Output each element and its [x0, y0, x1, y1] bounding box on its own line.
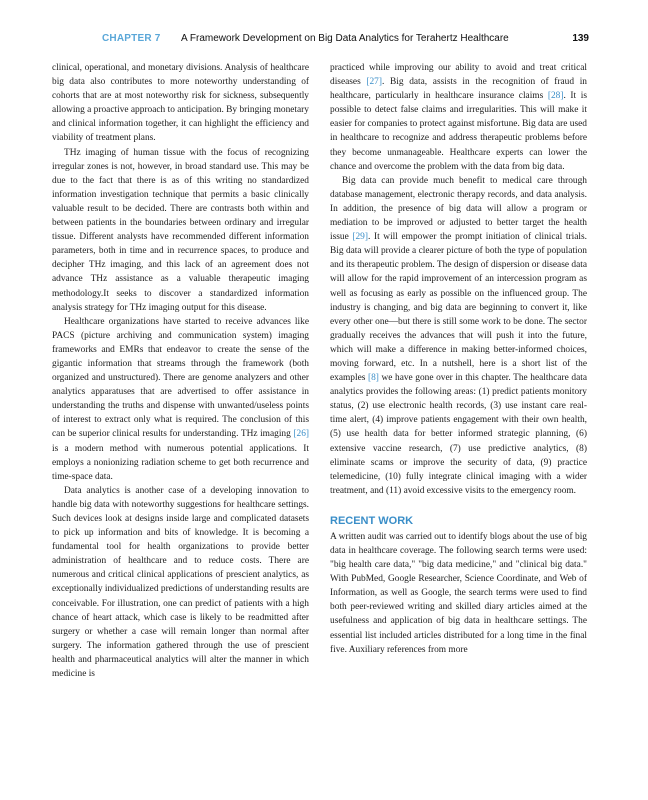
paragraph: clinical, operational, and monetary divisions. Analysis of healthcare big data also contributes to more noteworthy understanding of cohorts that are at most noteworthy risk for sickness, subsequently allowing a proactive approach to anticipation. By bringing monetary and clinical information together, it can highlight the efficiency and viability of treatment plans. [52, 63, 309, 144]
left-column [52, 61, 309, 681]
section-heading: RECENT WORK [330, 514, 414, 527]
citation-link[interactable]: [8] [367, 373, 379, 384]
paragraph-text: . It will empower the prompt initiation of clinical trials. Big data will provide a clearer picture of both the type of population and its therapeutic problem. The design of dispersion or disease data will allow for the rapid improvement of an intercession program as well as focusing as early as possible on the influenced group. The industry is changing, and big data are beginning to convert it, like every other one—but there is still some work to be done. The sector gradually receives the advances that will push it into the future, which will make a difference in making better-informed choices, moving forward, etc. In a nutshell, here is a short list of the examples [330, 232, 587, 384]
paragraph: A written audit was carried out to identify blogs about the use of big data in healthcare coverage. The following search terms were used: "big health care data," "big data medicine," and "clinical big data." With PubMed, Google Researcher, Science Coordinate, and Web of Information, as well as Google, the search terms were used to find both peer-reviewed writing and skilled diary articles aimed at the usefulness and application of big data in healthcare settings. The essential list included articles distributed for a long time in the final five. Auxiliary references from more [330, 531, 587, 655]
paragraph-text: . Big data, assists in the recognition of fraud in healthcare, particularly in healthcare insurance claims [330, 77, 587, 102]
paragraph-text: Healthcare organizations have started to receive advances like PACS (picture archiving and communication system) imaging frameworks and EMRs that endeavor to create the sense of the gigantic information that streams through the framework (both organized and unstructured). There are genome analyzers and other analytics apparatuses that are advertised to offer assistance in understanding the truths and dispense with unwanted/useless points of interest to extract only what is required. The conclusion of this can be superior clinical results for understanding. THz imaging [52, 316, 309, 440]
citation-link[interactable]: [26] [293, 429, 310, 440]
paragraph: THz imaging of human tissue with the focus of recognizing irregular zones is not, however, in broad standard use. This may be due to the fact that there is as of this writing no standardized information investigation technique that permits a basic clinically valuable result to be decided. There are contrasts both within and between patients in the boundaries between ordinary and irregular tissue. Different analysts have recommended different information parameters, both in time and in recurrence spaces, to produce and decipher THz imaging, and this lack of an agreement does not advance THz assistance as a valuable therapeutic imaging methodology.It seeks to discover a standardized information analysis strategy for THz imaging output for this disease. [52, 147, 309, 313]
chapter-title: A Framework Development on Big Data Analytics for Terahertz Healthcare [181, 33, 509, 44]
paragraph-text: we have gone over in this chapter. The healthcare data analytics provides the following areas: (1) predict patients monitory status, (2) use electronic health records, (3) use instant care real-time alert, (4) improve patients engagement with their own health, (5) use health data for better informed strategic planning, (6) extensive vaccine research, (7) use predictive analytics, (8) eliminate scams or improve the security of data, (9) practice telemedicine, (10) fully integrate clinical imaging with a wider treatment, and (11) avoid excessive visits to the emergency room. [330, 373, 587, 496]
page-number: 139 [572, 33, 589, 44]
paragraph [330, 174, 587, 498]
right-column [330, 61, 587, 657]
running-header [52, 33, 596, 49]
paragraph-text: practiced while improving our ability to avoid and treat critical diseases [330, 63, 587, 88]
citation-link[interactable]: [29] [352, 232, 368, 243]
chapter-label: CHAPTER 7 [102, 33, 161, 44]
paragraph-text: is a modern method with numerous potential applications. It employs a nonionizing radiation scheme to get both recurrence and time-space data. [52, 443, 309, 482]
paragraph-text: Big data can provide much benefit to medical care through database management, electronic therapy records, and data analysis. In addition, the presence of big data will allow a program or mediation to be improved or adjusted to better target the health issue [330, 175, 587, 243]
paragraph: Data analytics is another case of a developing innovation to handle big data with noteworthy suggestions for healthcare settings. Such devices look at designs inside large and complicated datasets to pick up information and bits of knowledge. It is becoming a fundamental tool for health organizations to provide better administration of healthcare and to reduce costs. There are numerous and critical clinical applications of prescient analytics, as exceptionally individualized predictions of understanding results are conceivable. For illustration, one can predict of patients with a high chance of heart attack, which case is likely to be readmitted after surgery or whether a case will remain longer than normal after surgery. The information gathered through the use of prescient health and pharmaceutical analytics will alter the manner in which medicine is [52, 485, 309, 680]
paragraph [52, 315, 309, 484]
paragraph [330, 61, 587, 174]
citation-link[interactable]: [27] [366, 77, 382, 88]
paragraph-text: . It is possible to detect false claims and irregularities. This will make it easier for companies to protect against misfortune. Big data are used in healthcare to recognize and address therapeutic problems before they become unmanageable. Healthcare experts can lower the chance and overcome the problem with the data from big data. [330, 91, 588, 172]
citation-link[interactable]: [28] [547, 91, 564, 102]
